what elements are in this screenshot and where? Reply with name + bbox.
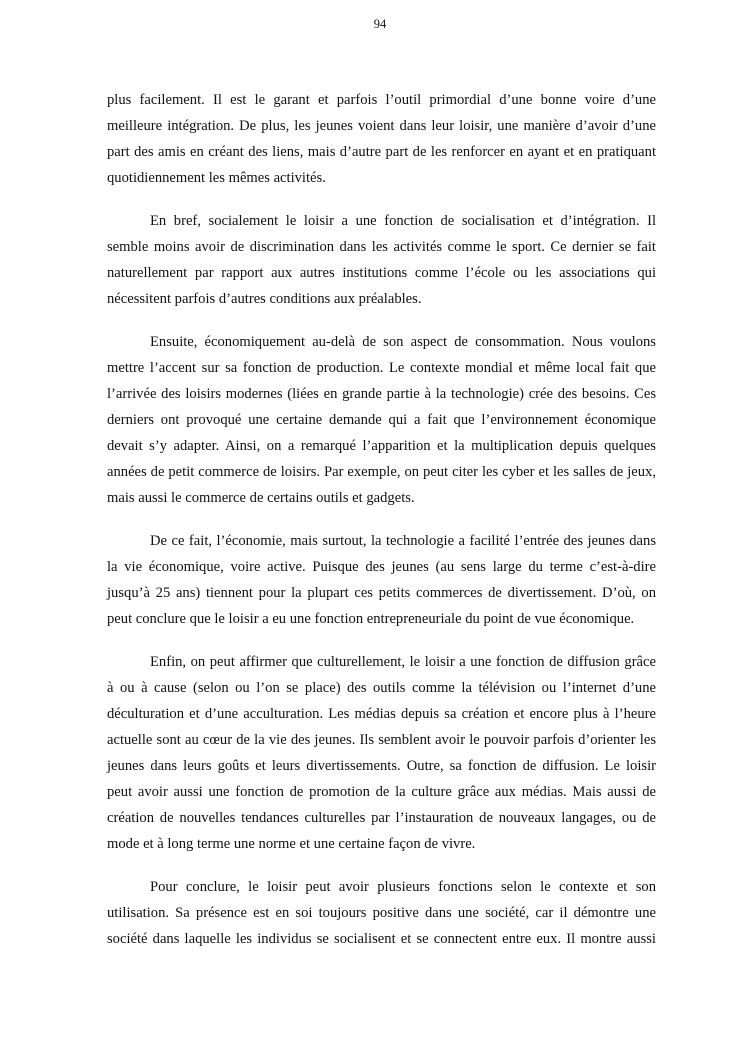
text-line: jeunes dans leurs goûts et leurs divertissements. Outre, sa fonction de diffusion. Le loisir xyxy=(107,758,656,775)
text-line: jusqu’à 25 ans) tiennent pour la plupart ces petits commerces de divertissement. D’où, on xyxy=(107,585,656,602)
text-line: derniers ont provoqué une certaine demande qui a fait que l’environnement économique xyxy=(107,412,656,429)
text-line: peut avoir aussi une fonction de promotion de la culture grâce aux médias. Mais aussi de xyxy=(107,784,656,801)
text-line: mais aussi le commerce de certains outils et gadgets. xyxy=(107,490,415,507)
paragraph xyxy=(107,649,656,858)
text-line: peut conclure que le loisir a eu une fonction entrepreneuriale du point de vue économique. xyxy=(107,611,635,628)
text-line: Ensuite, économiquement au-delà de son aspect de consommation. Nous voulons xyxy=(150,333,656,350)
paragraph xyxy=(107,528,656,632)
text-line: Pour conclure, le loisir peut avoir plusieurs fonctions selon le contexte et son xyxy=(150,879,656,896)
text-line: à ou à cause (selon ou l’on se place) des outils comme la télévision ou l’internet d’une xyxy=(107,679,656,696)
text-line: De ce fait, l’économie, mais surtout, la technologie a facilité l’entrée des jeunes dans xyxy=(150,532,656,549)
text-line: meilleure intégration. De plus, les jeunes voient dans leur loisir, une manière d’avoir d’une xyxy=(107,118,656,135)
text-line: l’arrivée des loisirs modernes (liées en grande partie à la technologie) crée des besoins. Ces xyxy=(107,385,656,402)
text-line: naturellement par rapport aux autres institutions comme l’école ou les associations qui xyxy=(107,265,656,282)
text-line: mode et à long terme une norme et une certaine façon de vivre. xyxy=(107,836,476,853)
text-line: utilisation. Sa présence est en soi toujours positive dans une société, car il démontre une xyxy=(107,905,656,922)
text-line: semble moins avoir de discrimination dans les activités comme le sport. Ce dernier se fait xyxy=(107,238,656,255)
text-line: déculturation et d’une acculturation. Les médias depuis sa création et encore plus à l’heure xyxy=(107,705,656,722)
page-number: 94 xyxy=(373,17,387,31)
text-line: la vie économique, voire active. Puisque des jeunes (au sens large du terme c’est-à-dire xyxy=(107,559,656,575)
text-line: quotidiennement les mêmes activités. xyxy=(107,170,326,187)
paragraph xyxy=(107,208,656,312)
text-line: actuelle sont au cœur de la vie des jeunes. Ils semblent avoir le pouvoir parfois d’orienter les xyxy=(107,732,656,749)
body-text xyxy=(107,87,656,969)
text-line: En bref, socialement le loisir a une fonction de socialisation et d’intégration. Il xyxy=(150,212,656,229)
text-line: devait s’y adapter. Ainsi, on a remarqué l’apparition et la multiplication depuis quelques xyxy=(107,438,656,455)
text-line: nécessitent parfois d’autres conditions aux préalables. xyxy=(107,291,422,308)
paragraph xyxy=(107,874,656,952)
text-line: années de petit commerce de loisirs. Par exemple, on peut citer les cyber et les salles de jeux, xyxy=(107,464,656,481)
paragraph xyxy=(107,87,656,191)
text-line: mettre l’accent sur sa fonction de production. Le contexte mondial et même local fait que xyxy=(107,359,656,376)
paragraph xyxy=(107,329,656,512)
text-line: Enfin, on peut affirmer que culturellement, le loisir a une fonction de diffusion grâce xyxy=(150,653,656,670)
text-line: création de nouvelles tendances culturelles par l’instauration de nouveaux langages, ou de xyxy=(107,810,656,827)
text-line: société dans laquelle les individus se socialisent et se connectent entre eux. Il montre aussi xyxy=(107,931,656,948)
text-line: part des amis en créant des liens, mais d’autre part de les renforcer en ayant et en pratiquant xyxy=(107,144,656,161)
text-line: plus facilement. Il est le garant et parfois l’outil primordial d’une bonne voire d’une xyxy=(107,92,656,108)
